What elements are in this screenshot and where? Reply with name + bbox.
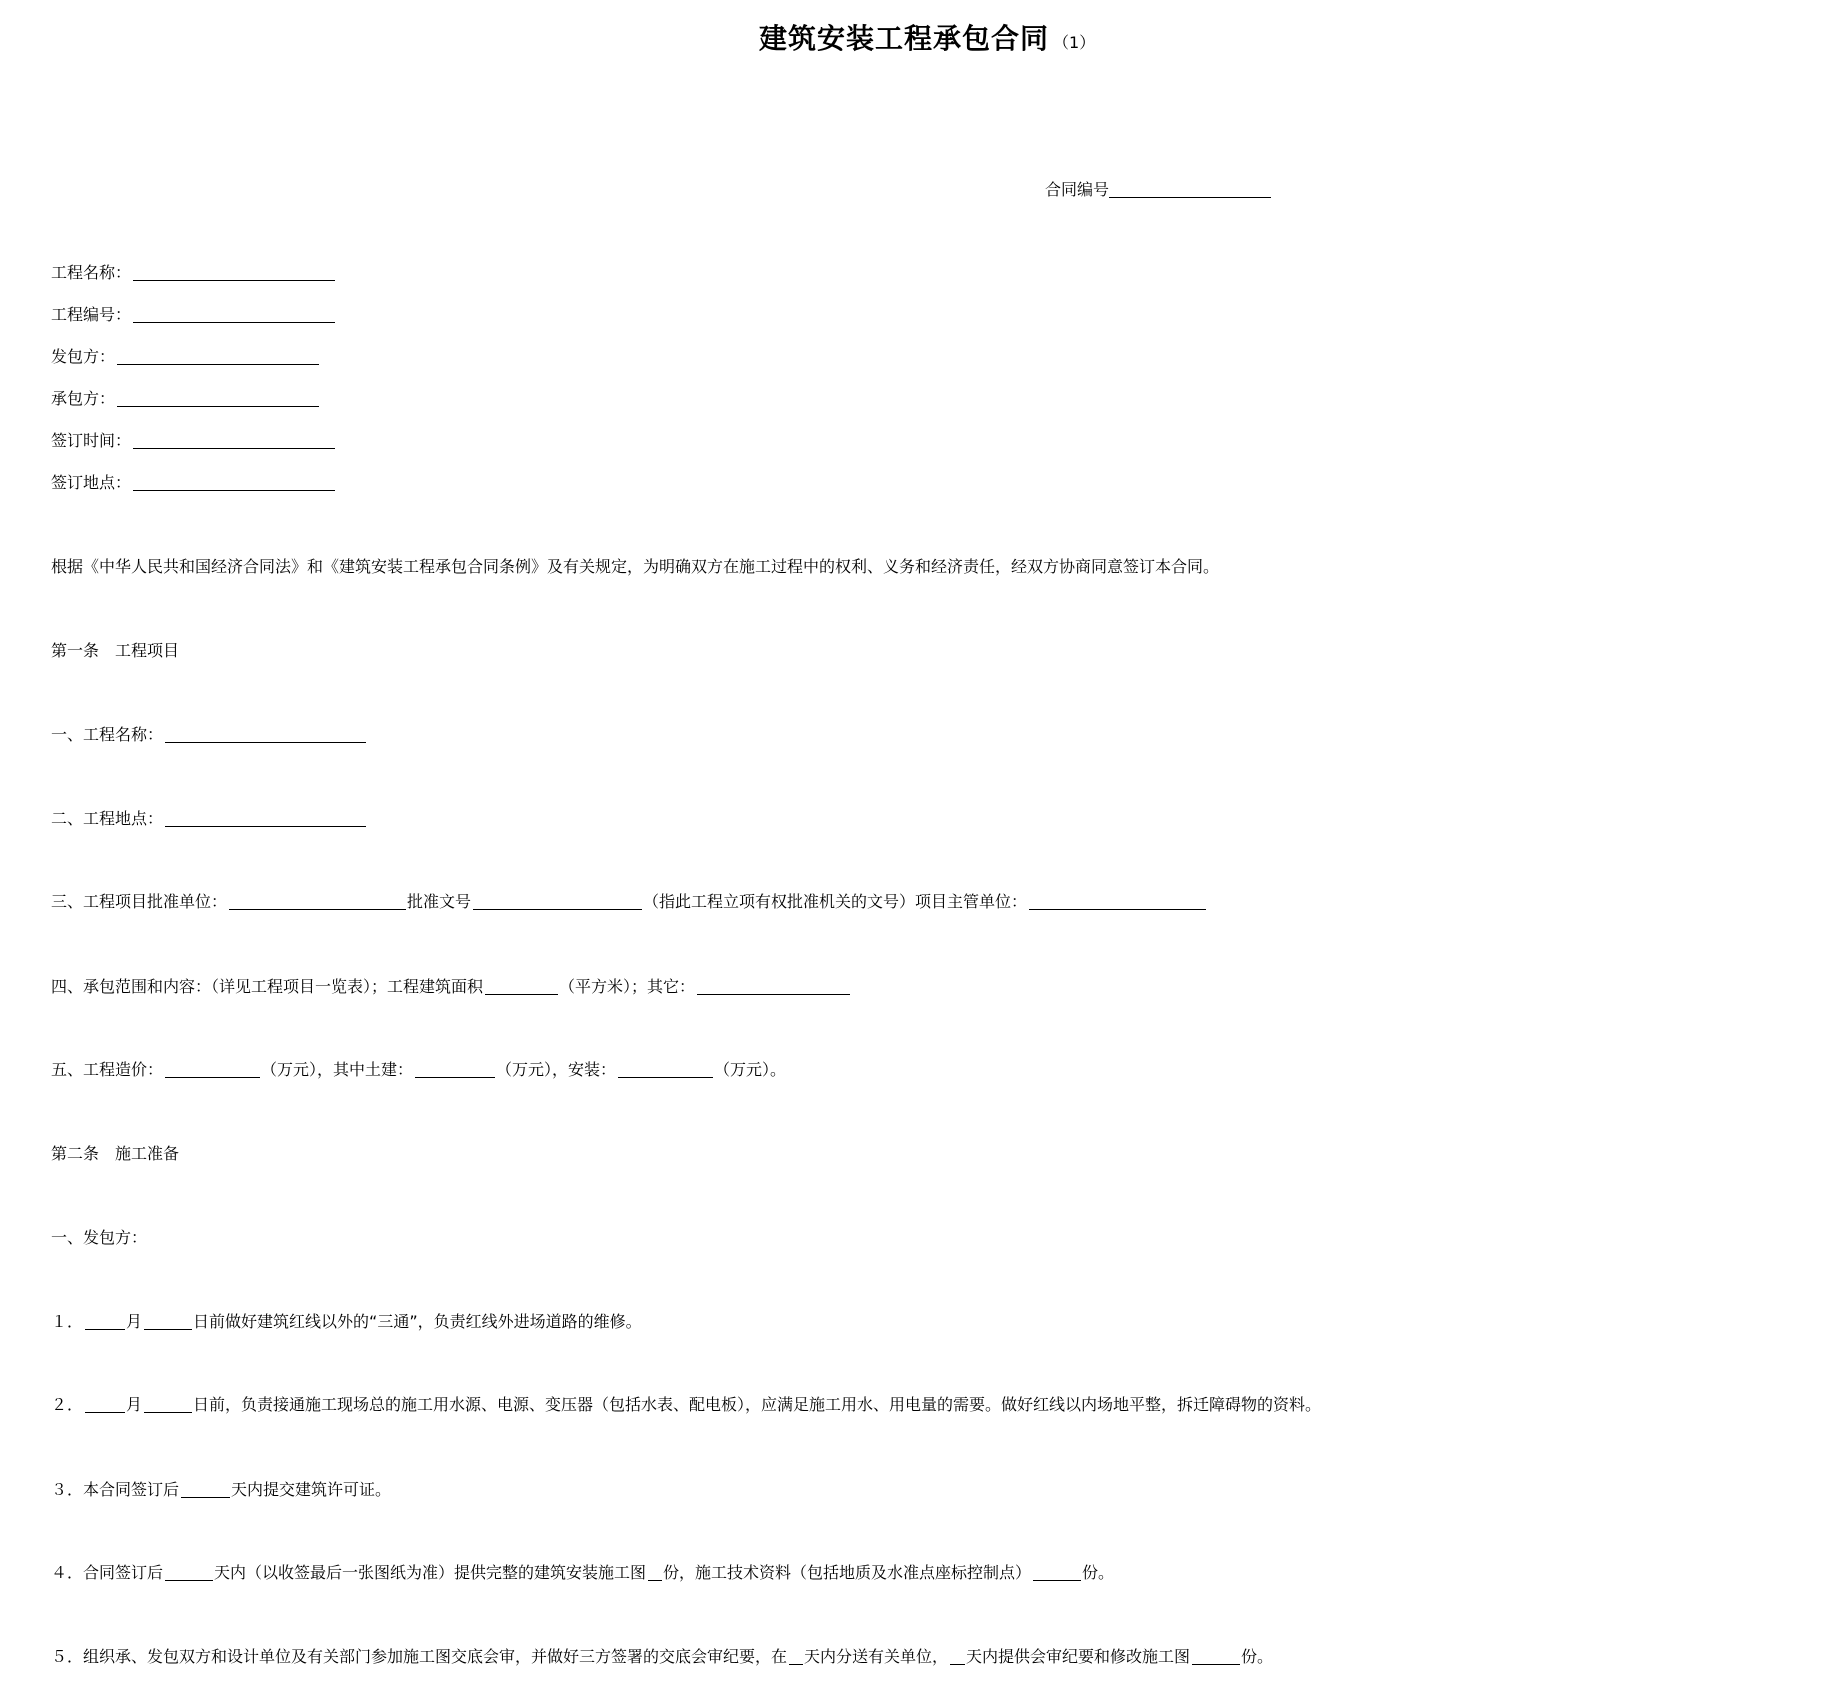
fill-in-blank xyxy=(117,348,319,365)
contract-number xyxy=(1045,180,1272,200)
document-title xyxy=(759,22,1095,60)
fill-in-blank xyxy=(165,1061,260,1078)
fill-in-blank xyxy=(165,726,366,743)
article-2-heading: 第二条 施工准备 xyxy=(51,1144,180,1163)
article-1-heading: 第一条 工程项目 xyxy=(51,641,180,660)
contract-number-label: 合同编号 xyxy=(1045,180,1110,199)
fill-in-blank xyxy=(473,893,642,910)
item-text: （万元）。 xyxy=(714,1060,787,1079)
field-label: 签订地点： xyxy=(51,473,132,492)
item-text: 天内（以收签最后一张图纸为准）提供完整的建筑安装施工图 xyxy=(214,1563,647,1582)
fill-in-blank xyxy=(165,1564,213,1581)
fill-in-blank xyxy=(144,1313,192,1330)
item-text: 日前，负责接通施工现场总的施工用水源、电源、变压器（包括水表、配电板），应满足施工用水、用电量的需要。做好红线以内场地平整，拆迁障碍物的资料。 xyxy=(193,1395,1322,1414)
fill-in-blank xyxy=(1192,1648,1240,1665)
field-label: 承包方： xyxy=(51,389,116,408)
item-text: １． xyxy=(51,1312,84,1331)
fill-in-blank xyxy=(648,1564,662,1581)
article-2-item-5 xyxy=(51,1647,1273,1667)
item-text: 二、工程地点： xyxy=(51,809,164,828)
article-2-item-4 xyxy=(51,1563,1114,1583)
item-text: 批准文号 xyxy=(407,892,472,911)
item-text: 天内提供会审纪要和修改施工图 xyxy=(966,1647,1191,1666)
title-suffix: （1） xyxy=(1053,33,1096,52)
item-text: 四、承包范围和内容：（详见工程项目一览表）；工程建筑面积 xyxy=(51,977,484,996)
fill-in-blank xyxy=(85,1396,125,1413)
item-text: 天内分送有关单位， xyxy=(804,1647,949,1666)
fill-in-blank xyxy=(1029,893,1206,910)
fill-in-blank xyxy=(133,264,335,281)
fill-in-blank xyxy=(133,432,335,449)
item-text: 份。 xyxy=(1082,1563,1115,1582)
title-main: 建筑安装工程承包合同 xyxy=(759,22,1050,55)
fill-in-blank xyxy=(133,306,335,323)
item-text: 一、工程名称： xyxy=(51,725,164,744)
item-text: 日前做好建筑红线以外的“三通”，负责红线外进场道路的维修。 xyxy=(193,1312,642,1331)
fill-in-blank xyxy=(415,1061,495,1078)
item-text: ２． xyxy=(51,1395,84,1414)
item-text: 份，施工技术资料（包括地质及水准点座标控制点） xyxy=(663,1563,1032,1582)
fill-in-blank xyxy=(133,474,335,491)
item-text: 月 xyxy=(126,1395,143,1414)
header-field-contractor xyxy=(51,389,320,409)
field-label: 工程名称： xyxy=(51,263,132,282)
fill-in-blank xyxy=(789,1648,803,1665)
article-2-item-3 xyxy=(51,1480,391,1500)
header-field-signing-date xyxy=(51,431,336,451)
fill-in-blank xyxy=(181,1481,230,1498)
fill-in-blank xyxy=(144,1396,192,1413)
item-text: （指此工程立项有权批准机关的文号）项目主管单位： xyxy=(643,892,1028,911)
item-text: 份。 xyxy=(1241,1647,1274,1666)
item-text: ５．组织承、发包双方和设计单位及有关部门参加施工图交底会审，并做好三方签署的交底会审纪要，在 xyxy=(51,1647,788,1666)
fill-in-blank xyxy=(618,1061,713,1078)
item-text: （平方米）；其它： xyxy=(559,977,696,996)
item-text: 天内提交建筑许可证。 xyxy=(231,1480,392,1499)
preamble-paragraph: 根据《中华人民共和国经济合同法》和《建筑安装工程承包合同条例》及有关规定，为明确双方在施工过程中的权利、义务和经济责任，经双方协商同意签订本合同。 xyxy=(51,557,1220,576)
fill-in-blank xyxy=(85,1313,125,1330)
article-1-item-2 xyxy=(51,809,367,829)
fill-in-blank xyxy=(485,978,558,995)
fill-in-blank xyxy=(117,390,319,407)
fill-in-blank xyxy=(697,978,850,995)
field-label: 工程编号： xyxy=(51,305,132,324)
field-label: 签订时间： xyxy=(51,431,132,450)
contract-number-blank xyxy=(1109,181,1271,198)
fill-in-blank xyxy=(165,810,366,827)
article-2-item-1 xyxy=(51,1312,642,1332)
header-field-employer xyxy=(51,347,320,367)
article-1-item-5 xyxy=(51,1060,786,1080)
field-label: 发包方： xyxy=(51,347,116,366)
item-text: 月 xyxy=(126,1312,143,1331)
article-2-item-2 xyxy=(51,1395,1321,1415)
article-2-party-heading: 一、发包方： xyxy=(51,1228,148,1247)
item-text: ４．合同签订后 xyxy=(51,1563,164,1582)
item-text: 五、工程造价： xyxy=(51,1060,164,1079)
header-field-signing-place xyxy=(51,473,336,493)
article-1-item-4 xyxy=(51,977,851,997)
item-text: （万元），安装： xyxy=(496,1060,617,1079)
fill-in-blank xyxy=(229,893,406,910)
article-1-item-3 xyxy=(51,892,1207,912)
item-text: ３．本合同签订后 xyxy=(51,1480,180,1499)
header-field-project-number xyxy=(51,305,336,325)
fill-in-blank xyxy=(950,1648,965,1665)
fill-in-blank xyxy=(1033,1564,1081,1581)
article-1-item-1 xyxy=(51,725,367,745)
item-text: （万元），其中土建： xyxy=(261,1060,414,1079)
item-text: 三、工程项目批准单位： xyxy=(51,892,228,911)
header-field-project-name xyxy=(51,263,336,283)
